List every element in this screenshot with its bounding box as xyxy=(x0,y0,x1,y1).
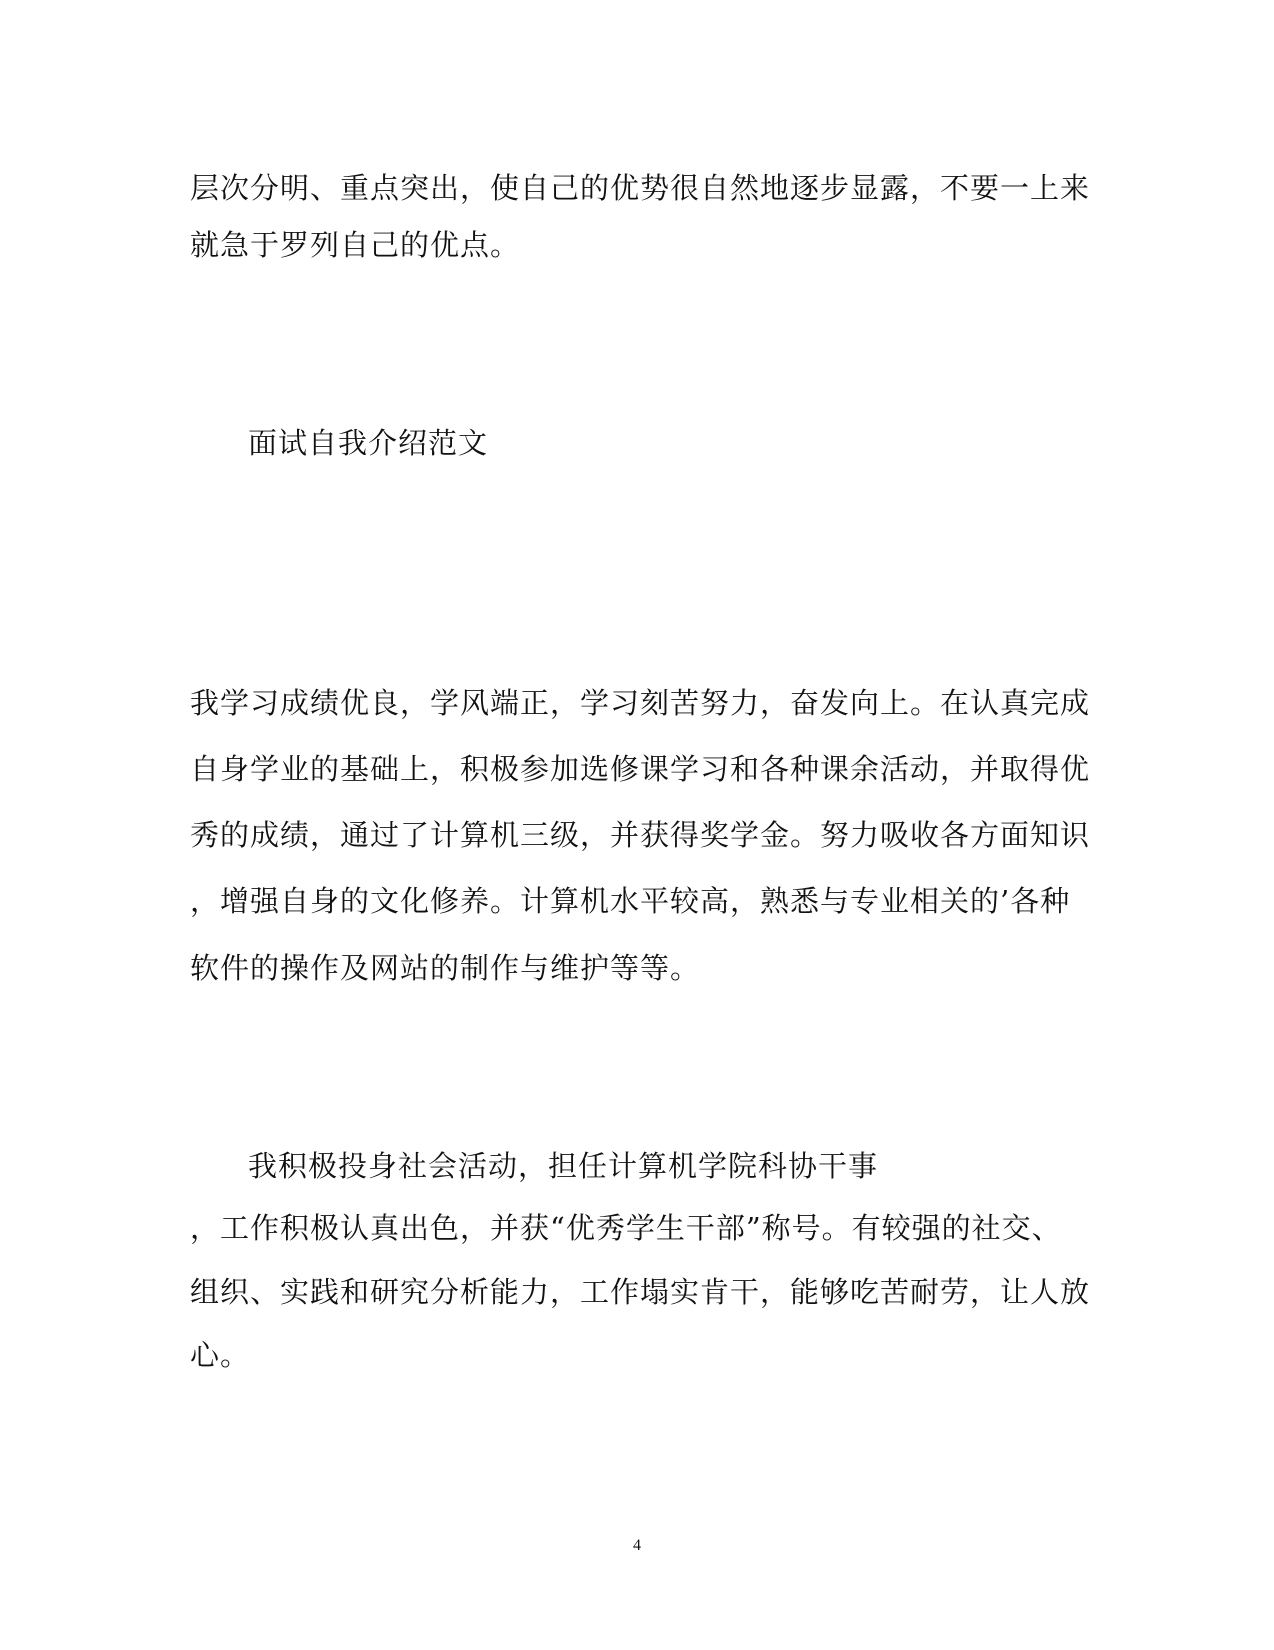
paragraph-line: 我学习成绩优良，学风端正，学习刻苦努力，奋发向上。在认真完成 xyxy=(190,686,1091,720)
paragraph-line: 我积极投身社会活动，担任计算机学院科协干事 xyxy=(248,1149,879,1183)
paragraph-line: 秀的成绩，通过了计算机三级，并获得奖学金。努力吸收各方面知识 xyxy=(190,818,1091,852)
section-heading: 面试自我介绍范文 xyxy=(248,426,489,460)
paragraph-line: 软件的操作及网站的制作与维护等等。 xyxy=(190,951,701,985)
paragraph-line: 心。 xyxy=(190,1338,251,1372)
paragraph-line: ，增强自身的文化修养。计算机水平较高，熟悉与专业相关的’各种 xyxy=(190,884,1071,918)
paragraph-line: 层次分明、重点突出，使自己的优势很自然地逐步显露，不要一上来 xyxy=(190,171,1091,205)
page-number: 4 xyxy=(633,1537,641,1554)
paragraph-line: ，工作积极认真出色，并获“优秀学生干部”称号。有较强的社交、 xyxy=(190,1211,1062,1245)
paragraph-line: 组织、实践和研究分析能力，工作塌实肯干，能够吃苦耐劳，让人放 xyxy=(190,1275,1091,1309)
paragraph-line: 就急于罗列自己的优点。 xyxy=(190,228,521,262)
paragraph-line: 自身学业的基础上，积极参加选修课学习和各种课余活动，并取得优 xyxy=(190,752,1091,786)
